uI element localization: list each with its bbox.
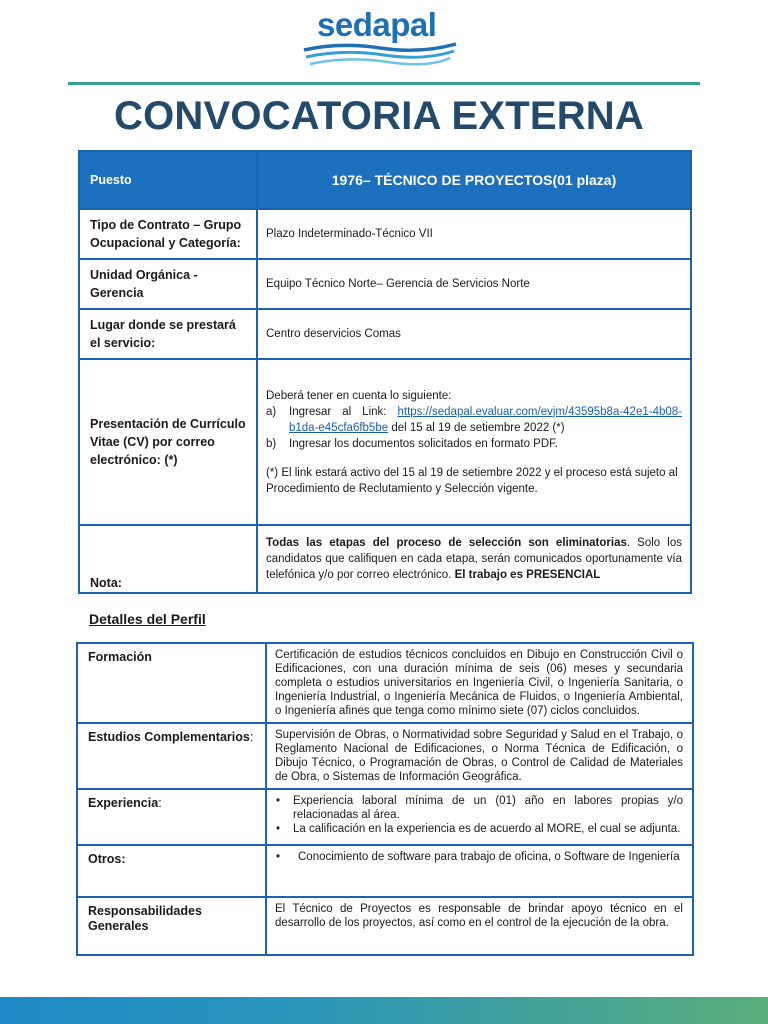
nota-bold-end: El trabajo es PRESENCIAL: [454, 569, 601, 581]
experiencia-item: La calificación en la experiencia es de acuerdo al MORE, el cual se adjunta.: [293, 823, 681, 835]
responsabilidades-value: El Técnico de Proyectos es responsable de brindar apoyo técnico en el desarrollo de los proyectos, así como en el control de la ejecución de la obra.: [266, 897, 693, 955]
perfil-heading: Detalles del Perfil: [89, 611, 206, 627]
puesto-value: 1976– TÉCNICO DE PROYECTOS(01 plaza): [257, 151, 691, 209]
table-row: [79, 209, 691, 259]
item-a-suffix: del 15 al 19 de setiembre 2022 (*): [388, 421, 565, 434]
table-row: [77, 723, 693, 789]
table-row: [79, 359, 691, 525]
otros-label: Otros:: [77, 845, 266, 897]
unidad-value: Equipo Técnico Norte– Gerencia de Servicios Norte: [257, 259, 691, 309]
table-row: [79, 151, 691, 209]
nota-middle: . Solo los candidatos que califiquen en cada etapa, serán comunicados oportunamente vía telefónica y/o por correo electrónico.: [266, 537, 682, 581]
responsabilidades-label: Responsabilidades Generales: [77, 897, 266, 955]
nota-bold-start: Todas las etapas del proceso de selección son eliminatorias: [266, 537, 627, 549]
table-row: [79, 309, 691, 359]
experiencia-label-colon: :: [158, 796, 162, 810]
presentacion-label: Presentación de Currículo Vitae (CV) por correo electrónico: (*): [79, 359, 257, 525]
lugar-value: Centro deservicios Comas: [257, 309, 691, 359]
otros-value: [266, 845, 693, 897]
item-a-text: [289, 404, 682, 436]
list-item: [266, 404, 682, 436]
experiencia-label: [77, 789, 266, 845]
estudios-label: [77, 723, 266, 789]
bullet-icon: •: [276, 851, 281, 863]
page-title: CONVOCATORIA EXTERNA: [114, 94, 644, 138]
header-rule: [68, 82, 700, 85]
sedapal-logo: [300, 6, 460, 70]
tipo-contrato-value: Plazo Indeterminado-Técnico VII: [257, 209, 691, 259]
profile-table: [76, 642, 694, 956]
table-row: [77, 897, 693, 955]
item-a-prefix: Ingresar al Link:: [289, 405, 387, 418]
formacion-value: Certificación de estudios técnicos concluidos en Dibujo en Construcción Civil o Edificaciones, con una duración mínima de seis (06) meses y secundaria completa o estudios universitarios en Ingeniería Civil, o Ingeniería Sanitaria, o Ingeniería Industrial, o Ingeniería Mecánica de Fluidos, o Ingeniería Ambiental, o Ingeniería afines que tenga como mínimo siete (07) ciclos concluidos.: [266, 643, 693, 723]
experiencia-item: Experiencia laboral mínima de un (01) año en labores propias y/o relacionadas al área.: [293, 795, 683, 821]
table-row: [79, 259, 691, 309]
list-item: [275, 822, 683, 836]
table-row: [77, 845, 693, 897]
presentacion-intro: Deberá tener en cuenta lo siguiente:: [266, 389, 452, 402]
estudios-label-bold: Estudios Complementarios: [88, 730, 250, 744]
estudios-label-colon: :: [249, 730, 254, 744]
evaluar-link[interactable]: https://sedapal.evaluar.com/evjm/43595b8a-42e1-4b08-b1da-e45cfa6fb5be: [289, 405, 682, 434]
table-row: [77, 789, 693, 845]
presentacion-value: [257, 359, 691, 525]
lugar-label: Lugar donde se prestará el servicio:: [79, 309, 257, 359]
estudios-value: Supervisión de Obras, o Normatividad sobre Seguridad y Salud en el Trabajo, o Reglamento Nacional de Edificaciones, o Norma Técnica de Edificación, o Dibujo Técnico, o Programación de Obras, o Control de Calidad de Materiales de Obra, o Sistemas de Información Geográfica.: [266, 723, 693, 789]
table-row: [77, 643, 693, 723]
logo-waves-icon: [300, 40, 460, 70]
unidad-label: Unidad Orgánica - Gerencia: [79, 259, 257, 309]
table-row: [79, 525, 691, 593]
item-b-text: Ingresar los documentos solicitados en formato PDF.: [289, 437, 559, 450]
experiencia-label-bold: Experiencia: [88, 796, 159, 810]
bullet-icon: •: [276, 823, 281, 835]
tipo-contrato-label: Tipo de Contrato – Grupo Ocupacional y Categoría:: [79, 209, 257, 259]
list-item: [266, 436, 682, 452]
list-item: [275, 850, 683, 864]
puesto-label: Puesto: [79, 151, 257, 209]
formacion-label: Formación: [77, 643, 266, 723]
nota-value: [257, 525, 691, 593]
otros-item: Conocimiento de software para trabajo de oficina, o Software de Ingeniería: [298, 851, 680, 863]
nota-label: Nota:: [79, 525, 257, 593]
logo-text: sedapal: [317, 6, 437, 43]
experiencia-value: [266, 789, 693, 845]
list-item: [275, 794, 683, 822]
bullet-icon: •: [276, 795, 281, 807]
footer-band: [0, 997, 768, 1024]
presentacion-note: (*) El link estará activo del 15 al 19 de setiembre 2022 y el proceso está sujeto al Procedimiento de Reclutamiento y Selección vigente.: [266, 466, 678, 495]
item-b-marker: b): [266, 437, 277, 450]
job-info-table: [78, 150, 692, 594]
item-a-marker: a): [266, 405, 277, 418]
